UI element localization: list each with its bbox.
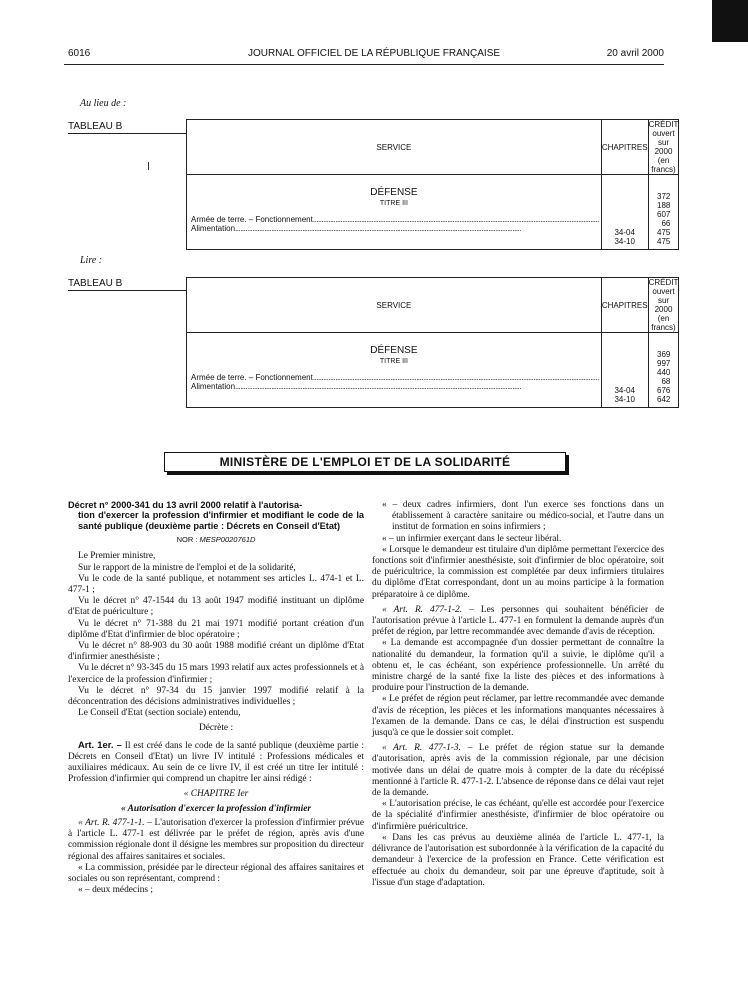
- lire-label: Lire :: [80, 255, 103, 266]
- budget-table-2: [186, 277, 679, 408]
- paragraph: Le Conseil d'Etat (section sociale) entendu,: [78, 708, 241, 719]
- table-label-rule-2: [68, 290, 186, 291]
- article-1: Art. 1er. – Il est créé dans le code de la santé publique (deuxième partie : Décrets en Conseil d'Etat) un livre IV intitulé : Professions médicales et auxiliaires médicaux. Au sein de ce livre IV, il est créé un titre Ier intitulé : Profession d'infirmier qui comprend un chapitre Ier ainsi rédigé :: [68, 738, 364, 785]
- paragraph: « La demande est accompagnée d'un dossier permettant de connaître la nationalité du demandeur, la formation qu'il a suivie, le diplôme qu'il a obtenu et, le cas échéant, son expérience professionnelle. Un arrêté du ministre chargé de la santé fixe la liste des pièces et des informations à produire pour l'instruction de la demande.: [372, 638, 664, 694]
- table-label-2: TABLEAU B: [68, 278, 123, 289]
- table-label-rule-1: [68, 133, 186, 134]
- paragraph: « L'autorisation précise, le cas échéant, qu'elle est accordée pour l'exercice de la spécialité d'infirmier anesthésiste, d'infirmier de bloc opératoire ou d'infirmière puéricultrice.: [372, 799, 664, 832]
- list-item: « – deux cadres infirmiers, dont l'un exerce ses fonctions dans un établissement à caractère sanitaire ou médico-social, et l'autre dans un institut de formation en soins infirmiers ;: [382, 500, 664, 533]
- chapter-title: « Autorisation d'exercer la profession d'infirmier: [120, 803, 312, 814]
- row-service: Alimentation .....: [187, 224, 601, 233]
- chapitre-cell: 34-04 34-10: [601, 333, 648, 408]
- paragraph: Vu le décret n° 97-34 du 15 janvier 1997 modifié relatif à la déconcentration des décisions administratives individuelles ;: [68, 685, 364, 708]
- col-chapitres-header: CHAPITRES: [601, 120, 648, 175]
- paragraph: Le Premier ministre,: [78, 551, 156, 562]
- col-service-header: SERVICE: [187, 120, 602, 175]
- credit-cell: 372 188 607 66 475 475: [648, 175, 679, 250]
- decrete: Décrète :: [198, 723, 234, 734]
- row-service: Armée de terre. – Fonctionnement .....: [187, 215, 601, 224]
- paragraph: « Dans les cas prévus au deuxième alinéa de l'article L. 477-1, la délivrance de l'autorisation est subordonnée à la vérification de la capacité du demandeur à l'exercice de la profession en France. Cette vérification est effectuée au choix du demandeur, soit par une épreuve d'aptitude, soit à l'issue d'un stage d'adaptation.: [372, 832, 664, 888]
- titre-label: TITRE III: [379, 200, 408, 207]
- col-credit-header: CRÉDIT ouvert sur 2000 (en francs): [648, 278, 679, 332]
- table-label-1: TABLEAU B: [68, 121, 123, 132]
- left-column: [68, 500, 364, 896]
- paragraph: Sur le rapport de la ministre de l'emploi et de la solidarité,: [78, 562, 296, 573]
- row-service: Alimentation .....: [187, 382, 601, 391]
- article-r-477-1-3: « Art. R. 477-1-3. – Le préfet de région statue sur la demande d'autorisation, après avis de la commission régionale, par une décision motivée dans un délai de quatre mois à compter de la date du récépissé mentionné à l'article R. 477-1-2. L'absence de réponse dans ce délai vaut rejet de la demande.: [372, 743, 665, 799]
- paragraph: Vu le décret n° 88-903 du 30 août 1988 modifié créant un diplôme d'Etat d'infirmier anesthésiste ;: [68, 641, 364, 663]
- paragraph: Vu le décret n° 93-345 du 15 mars 1993 relatif aux actes professionnels et à l'exercice de la profession d'infirmier ;: [68, 663, 364, 685]
- journal-title: JOURNAL OFFICIEL DE LA RÉPUBLIQUE FRANÇAISE: [247, 48, 501, 59]
- col-service-header: SERVICE: [187, 278, 602, 333]
- margin-mark: [148, 162, 149, 170]
- paragraph: Vu le décret n° 47-1544 du 13 août 1947 modifié instituant un diplôme d'Etat de puériculture ;: [68, 596, 364, 618]
- credit-cell: 369 997 440 68 676 642: [648, 333, 679, 408]
- paragraph: Vu le code de la santé publique, et notamment ses articles L. 474-1 et L. 477-1 ;: [68, 573, 364, 596]
- article-r-477-1-1: « Art. R. 477-1-1. – L'autorisation d'exercer la profession d'infirmier prévue à l'article L. 477-1 est délivrée par le préfet de région, après avis d'une commission régionale dont il désigne les membres sur proposition du directeur régional des affaires sanitaires et sociales.: [68, 817, 365, 862]
- service-cell: [187, 333, 602, 408]
- header-rule: [64, 64, 664, 65]
- list-item: « – un infirmier exerçant dans le secteur libéral.: [382, 533, 562, 544]
- page-number: 6016: [68, 48, 91, 59]
- ministry-banner: MINISTÈRE DE L'EMPLOI ET DE LA SOLIDARITÉ: [164, 452, 566, 472]
- budget-table-1: [186, 119, 679, 250]
- chapter-heading: « CHAPITRE Ier: [183, 789, 249, 800]
- paragraph: « – deux médecins ;: [78, 885, 153, 896]
- nor-reference: NOR : MESP0020761D: [176, 535, 256, 545]
- section-title: DÉFENSE: [370, 187, 418, 198]
- paragraph: « Le préfet de région peut réclamer, par lettre recommandée avec demande d'avis de réception, les pièces et les informations manquantes nécessaires à l'examen de la demande. Dans ce cas, le délai d'instruction est suspendu jusqu'à ce que le dossier soit complet.: [372, 694, 664, 739]
- paragraph: « La commission, présidée par le directeur régional des affaires sanitaires et sociales ou son représentant, comprend :: [68, 862, 364, 884]
- chapitre-cell: 34-04 34-10: [601, 175, 648, 250]
- right-column: [372, 500, 664, 889]
- decree-title: Décret n° 2000-341 du 13 avril 2000 relatif à l'autorisa- tion d'exercer la profession d'infirmier et modifiant le code de la santé publique (deuxième partie : Décrets en Conseil d'Etat): [68, 500, 364, 531]
- titre-label: TITRE III: [379, 358, 408, 365]
- page-edge-marker: [712, 0, 748, 42]
- issue-date: 20 avril 2000: [606, 48, 664, 59]
- au-lieu-de-label: Au lieu de :: [80, 98, 127, 109]
- paragraph: « Lorsque le demandeur est titulaire d'un diplôme permettant l'exercice des fonctions soit d'infirmier anesthésiste, soit d'infirmier de bloc opératoire, soit de puéricultrice, la commission est complétée par deux infirmiers titulaires du diplôme d'Etat correspondant, dont un au moins participe à la formation préparatoire à ce diplôme.: [372, 544, 664, 600]
- section-title: DÉFENSE: [370, 345, 418, 356]
- paragraph: Vu le décret n° 71-388 du 21 mai 1971 modifié portant création d'un diplôme d'Etat d'infirmier de bloc opératoire ;: [68, 618, 364, 640]
- row-service: Armée de terre. – Fonctionnement .....: [187, 373, 601, 382]
- article-r-477-1-2: « Art. R. 477-1-2. – Les personnes qui souhaitent bénéficier de l'autorisation prévue à l'article L. 477-1 en formulent la demande auprès d'un préfet de région, par lettre recommandée avec demande d'avis de réception.: [372, 604, 664, 638]
- col-chapitres-header: CHAPITRES: [601, 278, 648, 333]
- col-credit-header: CRÉDIT ouvert sur 2000 (en francs): [648, 120, 679, 174]
- service-cell: [187, 175, 602, 250]
